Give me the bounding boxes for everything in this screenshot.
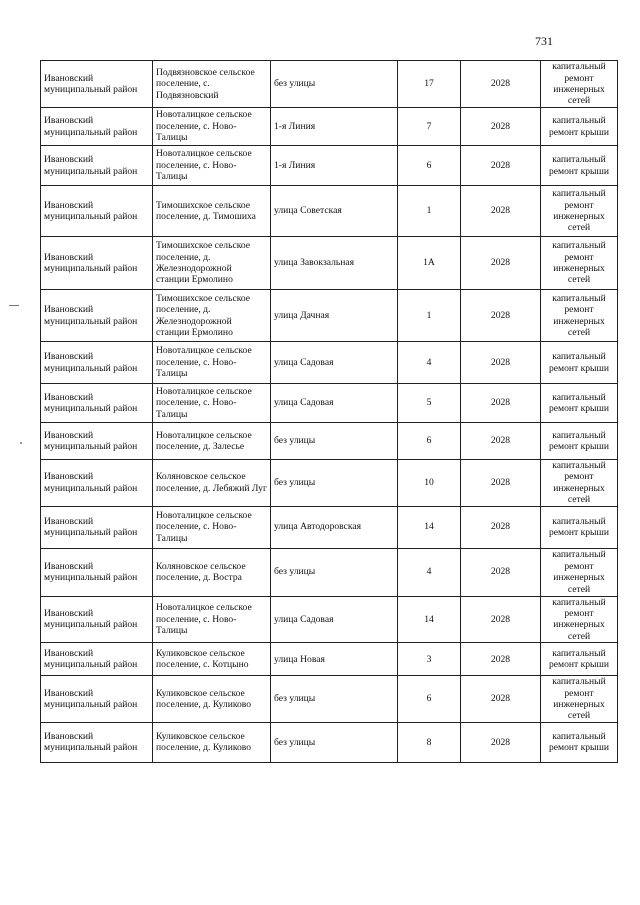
year-cell: 2028 xyxy=(461,423,541,460)
work-type-cell: капитальный ремонт инженерных сетей xyxy=(541,186,618,237)
work-type-cell: капитальный ремонт инженерных сетей xyxy=(541,290,618,342)
settlement-cell: Коляновское сельское поселение, д. Лебяжий Луг xyxy=(153,460,271,507)
table-row xyxy=(41,460,618,507)
year-cell: 2028 xyxy=(461,460,541,507)
settlement-cell: Куликовское сельское поселение, с. Котцыно xyxy=(153,643,271,676)
table-row xyxy=(41,290,618,342)
table-row xyxy=(41,506,618,548)
year-cell: 2028 xyxy=(461,342,541,384)
settlement-cell: Новоталицкое сельское поселение, с. Ново-Талицы xyxy=(153,384,271,423)
settlement-cell: Новоталицкое сельское поселение, с. Ново-Талицы xyxy=(153,146,271,186)
house-number-cell: 14 xyxy=(398,506,461,548)
district-cell: Ивановский муниципальный район xyxy=(41,290,153,342)
housing-repair-table xyxy=(40,60,618,763)
house-number-cell: 6 xyxy=(398,676,461,723)
street-cell: без улицы xyxy=(271,548,398,596)
year-cell: 2028 xyxy=(461,676,541,723)
street-cell: без улицы xyxy=(271,722,398,762)
table-row xyxy=(41,186,618,237)
table-row xyxy=(41,146,618,186)
street-cell: 1-я Линия xyxy=(271,146,398,186)
house-number-cell: 7 xyxy=(398,108,461,146)
work-type-cell: капитальный ремонт крыши xyxy=(541,423,618,460)
work-type-cell: капитальный ремонт крыши xyxy=(541,108,618,146)
year-cell: 2028 xyxy=(461,506,541,548)
district-cell: Ивановский муниципальный район xyxy=(41,506,153,548)
settlement-cell: Новоталицкое сельское поселение, с. Ново-Талицы xyxy=(153,108,271,146)
house-number-cell: 10 xyxy=(398,460,461,507)
table-row xyxy=(41,61,618,108)
year-cell: 2028 xyxy=(461,722,541,762)
house-number-cell: 4 xyxy=(398,548,461,596)
year-cell: 2028 xyxy=(461,384,541,423)
work-type-cell: капитальный ремонт инженерных сетей xyxy=(541,61,618,108)
table-row xyxy=(41,722,618,762)
work-type-cell: капитальный ремонт инженерных сетей xyxy=(541,237,618,290)
settlement-cell: Коляновское сельское поселение, д. Востра xyxy=(153,548,271,596)
district-cell: Ивановский муниципальный район xyxy=(41,342,153,384)
house-number-cell: 6 xyxy=(398,423,461,460)
year-cell: 2028 xyxy=(461,108,541,146)
settlement-cell: Новоталицкое сельское поселение, с. Ново-Талицы xyxy=(153,506,271,548)
table-body xyxy=(41,61,618,763)
district-cell: Ивановский муниципальный район xyxy=(41,460,153,507)
year-cell: 2028 xyxy=(461,61,541,108)
house-number-cell: 1 xyxy=(398,290,461,342)
house-number-cell: 6 xyxy=(398,146,461,186)
street-cell: без улицы xyxy=(271,61,398,108)
work-type-cell: капитальный ремонт крыши xyxy=(541,643,618,676)
settlement-cell: Куликовское сельское поселение, д. Куликово xyxy=(153,676,271,723)
settlement-cell: Тимошихское сельское поселение, д. Железнодорожной станции Ермолино xyxy=(153,237,271,290)
settlement-cell: Новоталицкое сельское поселение, д. Залесье xyxy=(153,423,271,460)
table-row xyxy=(41,237,618,290)
street-cell: 1-я Линия xyxy=(271,108,398,146)
street-cell: без улицы xyxy=(271,423,398,460)
work-type-cell: капитальный ремонт инженерных сетей xyxy=(541,676,618,723)
scan-mark xyxy=(9,305,19,306)
work-type-cell: капитальный ремонт крыши xyxy=(541,384,618,423)
settlement-cell: Новоталицкое сельское поселение, с. Ново-Талицы xyxy=(153,342,271,384)
district-cell: Ивановский муниципальный район xyxy=(41,643,153,676)
work-type-cell: капитальный ремонт крыши xyxy=(541,506,618,548)
table-row xyxy=(41,342,618,384)
street-cell: улица Новая xyxy=(271,643,398,676)
house-number-cell: 17 xyxy=(398,61,461,108)
district-cell: Ивановский муниципальный район xyxy=(41,384,153,423)
year-cell: 2028 xyxy=(461,186,541,237)
house-number-cell: 1 xyxy=(398,186,461,237)
settlement-cell: Подвязновское сельское поселение, с. Подвязновский xyxy=(153,61,271,108)
house-number-cell: 14 xyxy=(398,596,461,643)
year-cell: 2028 xyxy=(461,548,541,596)
year-cell: 2028 xyxy=(461,596,541,643)
house-number-cell: 8 xyxy=(398,722,461,762)
settlement-cell: Тимошихское сельское поселение, д. Железнодорожной станции Ермолино xyxy=(153,290,271,342)
page-number: 731 xyxy=(535,34,553,48)
table-row xyxy=(41,676,618,723)
table-row xyxy=(41,596,618,643)
work-type-cell: капитальный ремонт инженерных сетей xyxy=(541,548,618,596)
district-cell: Ивановский муниципальный район xyxy=(41,108,153,146)
district-cell: Ивановский муниципальный район xyxy=(41,722,153,762)
street-cell: улица Советская xyxy=(271,186,398,237)
table-row xyxy=(41,423,618,460)
street-cell: улица Дачная xyxy=(271,290,398,342)
house-number-cell: 4 xyxy=(398,342,461,384)
table-row xyxy=(41,108,618,146)
work-type-cell: капитальный ремонт инженерных сетей xyxy=(541,460,618,507)
district-cell: Ивановский муниципальный район xyxy=(41,423,153,460)
table-row xyxy=(41,548,618,596)
work-type-cell: капитальный ремонт крыши xyxy=(541,722,618,762)
district-cell: Ивановский муниципальный район xyxy=(41,676,153,723)
district-cell: Ивановский муниципальный район xyxy=(41,186,153,237)
district-cell: Ивановский муниципальный район xyxy=(41,548,153,596)
house-number-cell: 1А xyxy=(398,237,461,290)
street-cell: без улицы xyxy=(271,676,398,723)
scan-dot xyxy=(20,442,22,444)
district-cell: Ивановский муниципальный район xyxy=(41,237,153,290)
street-cell: улица Садовая xyxy=(271,384,398,423)
table-row xyxy=(41,643,618,676)
district-cell: Ивановский муниципальный район xyxy=(41,61,153,108)
street-cell: без улицы xyxy=(271,460,398,507)
work-type-cell: капитальный ремонт крыши xyxy=(541,146,618,186)
work-type-cell: капитальный ремонт крыши xyxy=(541,342,618,384)
district-cell: Ивановский муниципальный район xyxy=(41,596,153,643)
table-row xyxy=(41,384,618,423)
settlement-cell: Куликовское сельское поселение, д. Куликово xyxy=(153,722,271,762)
street-cell: улица Садовая xyxy=(271,596,398,643)
district-cell: Ивановский муниципальный район xyxy=(41,146,153,186)
year-cell: 2028 xyxy=(461,237,541,290)
settlement-cell: Новоталицкое сельское поселение, с. Ново-Талицы xyxy=(153,596,271,643)
work-type-cell: капитальный ремонт инженерных сетей xyxy=(541,596,618,643)
house-number-cell: 5 xyxy=(398,384,461,423)
house-number-cell: 3 xyxy=(398,643,461,676)
year-cell: 2028 xyxy=(461,290,541,342)
year-cell: 2028 xyxy=(461,643,541,676)
street-cell: улица Садовая xyxy=(271,342,398,384)
street-cell: улица Автодоровская xyxy=(271,506,398,548)
settlement-cell: Тимошихское сельское поселение, д. Тимошиха xyxy=(153,186,271,237)
year-cell: 2028 xyxy=(461,146,541,186)
street-cell: улица Завокзальная xyxy=(271,237,398,290)
